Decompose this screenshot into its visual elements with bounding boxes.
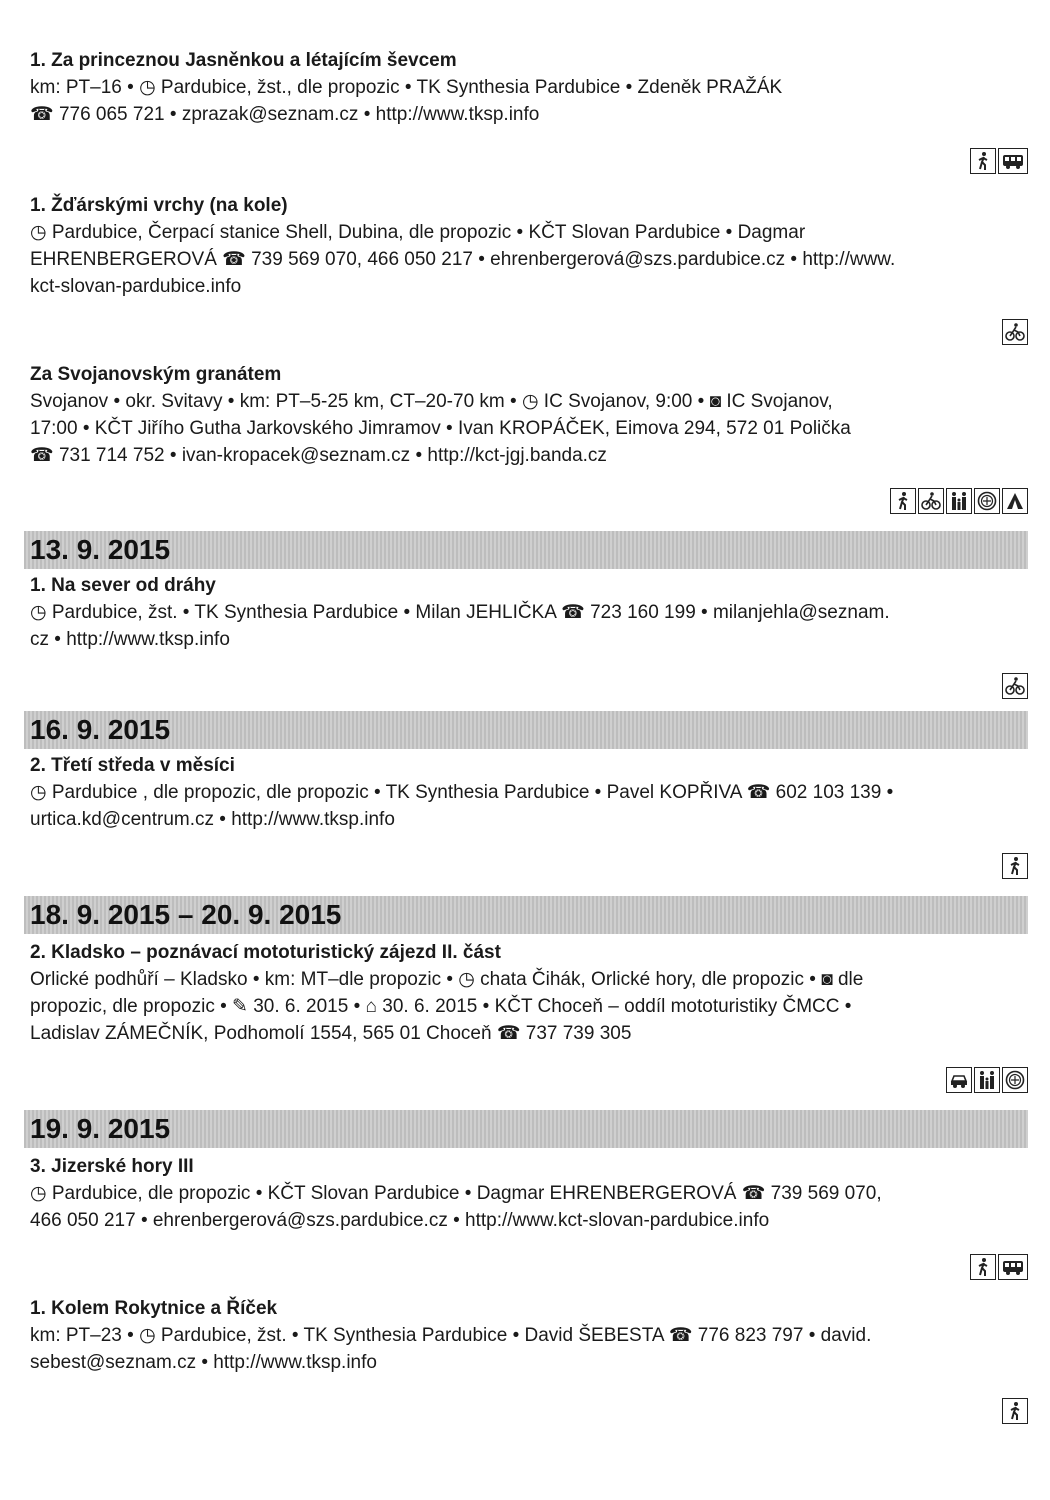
event-detail-line: km: PT–16 • ◷ Pardubice, žst., dle propozic • TK Synthesia Pardubice • Zdeněk PRAŽÁK bbox=[30, 77, 783, 98]
cycling-icon bbox=[1002, 319, 1028, 345]
event-detail-line: sebest@seznam.cz • http://www.tksp.info bbox=[30, 1352, 377, 1373]
hiking-icon bbox=[970, 1254, 996, 1280]
event-entry bbox=[30, 1296, 1030, 1376]
bus-icon bbox=[998, 1254, 1028, 1280]
event-entry bbox=[30, 573, 1030, 653]
hiking-icon bbox=[1002, 853, 1028, 879]
badge-icon bbox=[1002, 1067, 1028, 1093]
date-header bbox=[24, 711, 1028, 749]
event-title: 2. Kladsko – poznávací mototuristický zájezd II. část bbox=[30, 942, 501, 963]
event-detail-line: cz • http://www.tksp.info bbox=[30, 629, 230, 650]
event-entry bbox=[30, 48, 1030, 128]
event-detail-line: 17:00 • KČT Jiřího Gutha Jarkovského Jimramov • Ivan KROPÁČEK, Eimova 294, 572 01 Polička bbox=[30, 418, 851, 439]
family-icon bbox=[946, 488, 972, 514]
date-label: 16. 9. 2015 bbox=[30, 714, 171, 745]
event-title: 3. Jizerské hory III bbox=[30, 1156, 194, 1177]
date-label: 18. 9. 2015 – 20. 9. 2015 bbox=[30, 899, 342, 930]
hiking-icon bbox=[970, 148, 996, 174]
event-entry bbox=[30, 193, 1030, 300]
date-label: 13. 9. 2015 bbox=[30, 534, 171, 565]
event-icons bbox=[1002, 673, 1028, 699]
hiking-icon bbox=[1002, 1398, 1028, 1424]
event-entry bbox=[30, 753, 1030, 833]
event-detail-line: ☎ 731 714 752 • ivan-kropacek@seznam.cz • http://kct-jgj.banda.cz bbox=[30, 445, 607, 466]
event-icons bbox=[946, 1067, 1028, 1093]
event-detail-line: km: PT–23 • ◷ Pardubice, žst. • TK Synthesia Pardubice • David ŠEBESTA ☎ 776 823 797 • david. bbox=[30, 1325, 872, 1346]
event-entry bbox=[30, 940, 1030, 1047]
event-detail-line: urtica.kd@centrum.cz • http://www.tksp.info bbox=[30, 809, 395, 830]
event-detail-line: ◷ Pardubice , dle propozic, dle propozic • TK Synthesia Pardubice • Pavel KOPŘIVA ☎ 602 103 139 • bbox=[30, 782, 894, 803]
event-title: 1. Žďárskými vrchy (na kole) bbox=[30, 195, 288, 216]
event-entry bbox=[30, 362, 1030, 469]
event-icons bbox=[1002, 853, 1028, 879]
event-icons bbox=[970, 1254, 1028, 1280]
family-icon bbox=[974, 1067, 1000, 1093]
event-icons bbox=[970, 148, 1028, 174]
date-label: 19. 9. 2015 bbox=[30, 1113, 171, 1144]
cycling-icon bbox=[1002, 673, 1028, 699]
event-detail-line: Orlické podhůří – Kladsko • km: MT–dle propozic • ◷ chata Čihák, Orlické hory, dle propozic • ◙ dle bbox=[30, 969, 864, 990]
event-detail-line: ◷ Pardubice, dle propozic • KČT Slovan Pardubice • Dagmar EHRENBERGEROVÁ ☎ 739 569 070, bbox=[30, 1183, 882, 1204]
event-title: 2. Třetí středa v měsíci bbox=[30, 755, 235, 776]
event-detail-line: 466 050 217 • ehrenbergerová@szs.pardubice.cz • http://www.kct-slovan-pardubice.info bbox=[30, 1210, 770, 1231]
date-header bbox=[24, 896, 1028, 934]
event-detail-line: ◷ Pardubice, Čerpací stanice Shell, Dubina, dle propozic • KČT Slovan Pardubice • Dagmar bbox=[30, 222, 806, 243]
bus-icon bbox=[998, 148, 1028, 174]
event-entry bbox=[30, 1154, 1030, 1234]
date-header bbox=[24, 1110, 1028, 1148]
event-title: 1. Kolem Rokytnice a Říček bbox=[30, 1298, 278, 1319]
event-icons bbox=[1002, 1398, 1028, 1424]
event-detail-line: ☎ 776 065 721 • zprazak@seznam.cz • http://www.tksp.info bbox=[30, 104, 540, 125]
event-icons bbox=[890, 488, 1028, 514]
event-detail-line: Ladislav ZÁMEČNÍK, Podhomolí 1554, 565 01 Choceň ☎ 737 739 305 bbox=[30, 1023, 632, 1044]
event-title: 1. Na sever od dráhy bbox=[30, 575, 216, 596]
date-header bbox=[24, 531, 1028, 569]
car-icon bbox=[946, 1067, 972, 1093]
event-detail-line: ◷ Pardubice, žst. • TK Synthesia Pardubice • Milan JEHLIČKA ☎ 723 160 199 • milanjehla@seznam. bbox=[30, 602, 890, 623]
hiking-icon bbox=[890, 488, 916, 514]
camping-icon bbox=[1002, 488, 1028, 514]
event-icons bbox=[1002, 319, 1028, 345]
event-detail-line: propozic, dle propozic • ✎ 30. 6. 2015 • ⌂ 30. 6. 2015 • KČT Choceň – oddíl mototuristiky ČMCC • bbox=[30, 996, 852, 1017]
event-detail-line: EHRENBERGEROVÁ ☎ 739 569 070, 466 050 217 • ehrenbergerová@szs.pardubice.cz • http://www. bbox=[30, 249, 896, 270]
event-detail-line: Svojanov • okr. Svitavy • km: PT–5-25 km, CT–20-70 km • ◷ IC Svojanov, 9:00 • ◙ IC Svojanov, bbox=[30, 391, 833, 412]
event-detail-line: kct-slovan-pardubice.info bbox=[30, 276, 242, 297]
event-title: Za Svojanovským granátem bbox=[30, 364, 282, 385]
event-title: 1. Za princeznou Jasněnkou a létajícím ševcem bbox=[30, 50, 457, 71]
badge-icon bbox=[974, 488, 1000, 514]
cycling-icon bbox=[918, 488, 944, 514]
